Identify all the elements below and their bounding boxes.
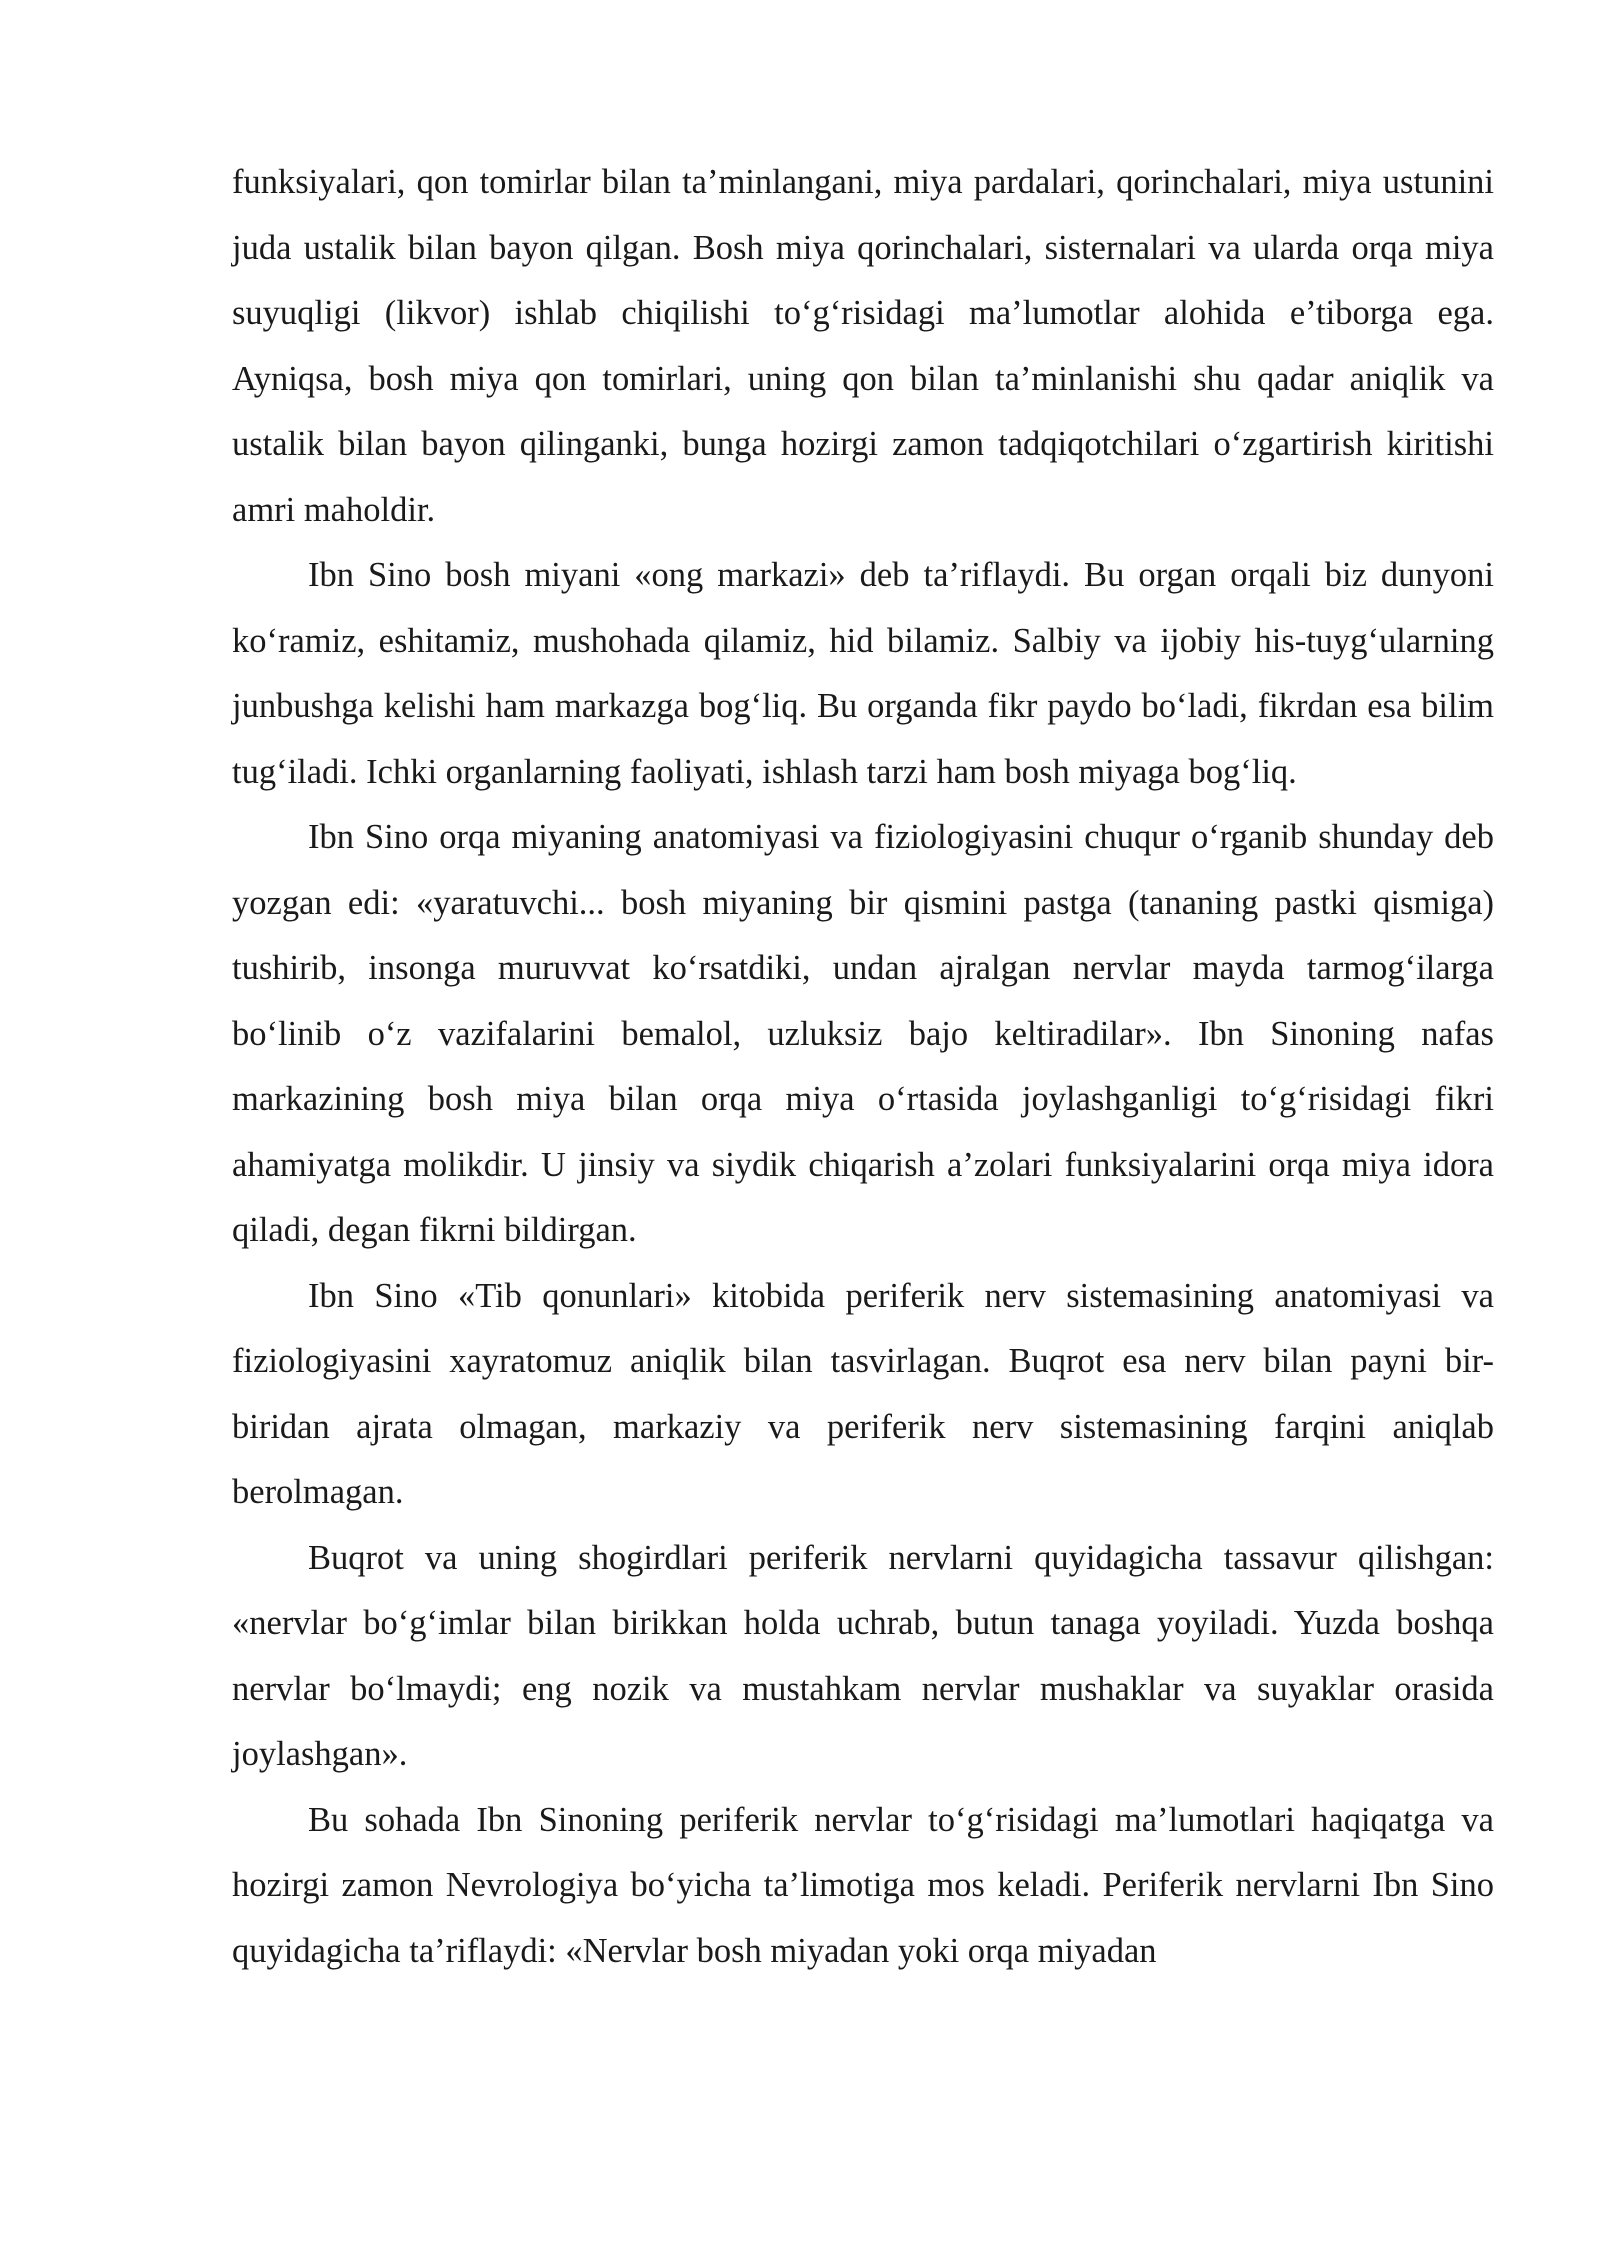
paragraph-spinal-cord: Ibn Sino orqa miyaning anatomiyasi va fiziologiyasini chuqur o‘rganib shunday deb yozgan edi: «yaratuvchi... bosh miyaning bir qismini pastga (tananing pastki qismiga) tushirib, insonga muruvvat ko‘rsatdiki, undan ajralgan nervlar mayda tarmog‘ilarga bo‘linib o‘z vazifalarini bemalol, uzluksiz bajo keltiradilar». Ibn Sinoning nafas markazining bosh miya bilan orqa miya o‘rtasida joylashganligi to‘g‘risidagi fikri ahamiyatga molikdir. U jinsiy va siydik chiqarish a’zolari funksiyalarini orqa miya idora qiladi, degan fikrni bildirgan. bbox=[232, 818, 1494, 1249]
paragraph-peripheral-nerves-definition: Bu sohada Ibn Sinoning periferik nervlar to‘g‘risidagi ma’lumotlari haqiqatga va hozirgi zamon Nevrologiya bo‘yicha ta’limotiga mos keladi. Periferik nervlarni Ibn Sino quyidagicha ta’riflaydi: «Nervlar bosh miyadan yoki orqa miyadan bbox=[232, 1800, 1494, 1970]
paragraph-brain-consciousness-center: Ibn Sino bosh miyani «ong markazi» deb ta’riflaydi. Bu organ orqali biz dunyoni ko‘ramiz, eshitamiz, mushohada qilamiz, hid bilamiz. Salbiy va ijobiy his-tuyg‘ularning junbushga kelishi ham markazga bog‘liq. Bu organda fikr paydo bo‘ladi, fikrdan esa bilim tug‘iladi. Ichki organlarning faoliyati, ishlash tarzi ham bosh miyaga bog‘liq. bbox=[232, 556, 1494, 791]
body-text bbox=[232, 150, 1494, 1984]
paragraph-peripheral-nervous-system: Ibn Sino «Tib qonunlari» kitobida periferik nerv sistemasining anatomiyasi va fiziologiyasini xayratomuz aniqlik bilan tasvirlagan. Buqrot esa nerv bilan payni bir-biridan ajrata olmagan, markaziy va periferik nerv sistemasining farqini aniqlab berolmagan. bbox=[232, 1276, 1494, 1511]
paragraph-buqrot-students: Buqrot va uning shogirdlari periferik nervlarni quyidagicha tassavur qilishgan: «nervlar bo‘g‘imlar bilan birikkan holda uchrab, butun tanaga yoyiladi. Yuzda boshqa nervlar bo‘lmaydi; eng nozik va mustahkam nervlar mushaklar va suyaklar orasida joylashgan». bbox=[232, 1538, 1494, 1773]
paragraph-continuation: funksiyalari, qon tomirlar bilan ta’minlangani, miya pardalari, qorinchalari, miya ustunini juda ustalik bilan bayon qilgan. Bosh miya qorinchalari, sisternalari va ularda orqa miya suyuqligi (likvor) ishlab chiqilishi to‘g‘risidagi ma’lumotlar alohida e’tiborga ega. Ayniqsa, bosh miya qon tomirlari, uning qon bilan ta’minlanishi shu qadar aniqlik va ustalik bilan bayon qilinganki, bunga hozirgi zamon tadqiqotchilari o‘zgartirish kiritishi amri maholdir. bbox=[232, 163, 1494, 529]
